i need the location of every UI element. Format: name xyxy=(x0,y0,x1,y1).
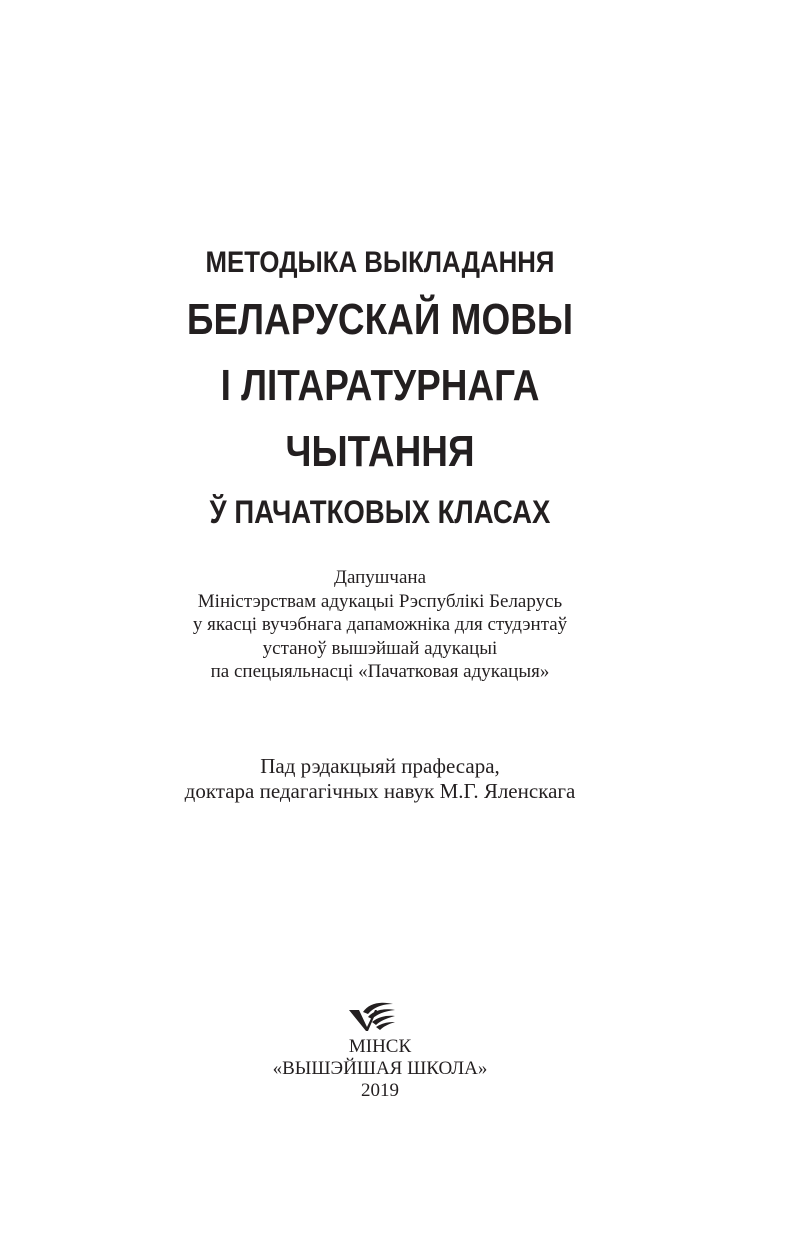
book-title xyxy=(0,238,760,528)
title-line-1: МЕТОДЫКА ВЫКЛАДАННЯ xyxy=(205,246,555,279)
publication-year: 2019 xyxy=(361,1080,399,1101)
editor-credit xyxy=(0,754,760,804)
publisher-imprint xyxy=(0,1036,760,1102)
approval-line-3: у якасці вучэбнага дапаможніка для студэнтаў xyxy=(192,614,568,635)
title-line-4: ЧЫТАННЯ xyxy=(285,427,475,476)
publisher-name: «ВЫШЭЙШАЯ ШКОЛА» xyxy=(272,1058,488,1079)
ministry-approval xyxy=(0,566,760,684)
publisher-city: МІНСК xyxy=(348,1036,412,1057)
approval-line-1: Дапушчана xyxy=(333,567,427,588)
editor-line-2: доктара педагагічных навук М.Г. Яленскага xyxy=(184,779,576,803)
title-line-5: Ў ПАЧАТКОВЫХ КЛАСАХ xyxy=(209,494,551,530)
title-line-3: І ЛІТАРАТУРНАГА xyxy=(220,361,540,410)
approval-line-2: Міністэрствам адукацыі Рэспублікі Беларусь xyxy=(197,590,563,612)
editor-line-1: Пад рэдакцыяй прафесара, xyxy=(260,754,500,778)
publisher-logo-icon xyxy=(349,1000,397,1034)
approval-line-4: устаноў вышэйшай адукацыі xyxy=(262,637,498,659)
approval-line-5: па спецыяльнасці «Пачатковая адукацыя» xyxy=(210,661,550,682)
title-line-2: БЕЛАРУСКАЙ МОВЫ xyxy=(186,295,574,344)
